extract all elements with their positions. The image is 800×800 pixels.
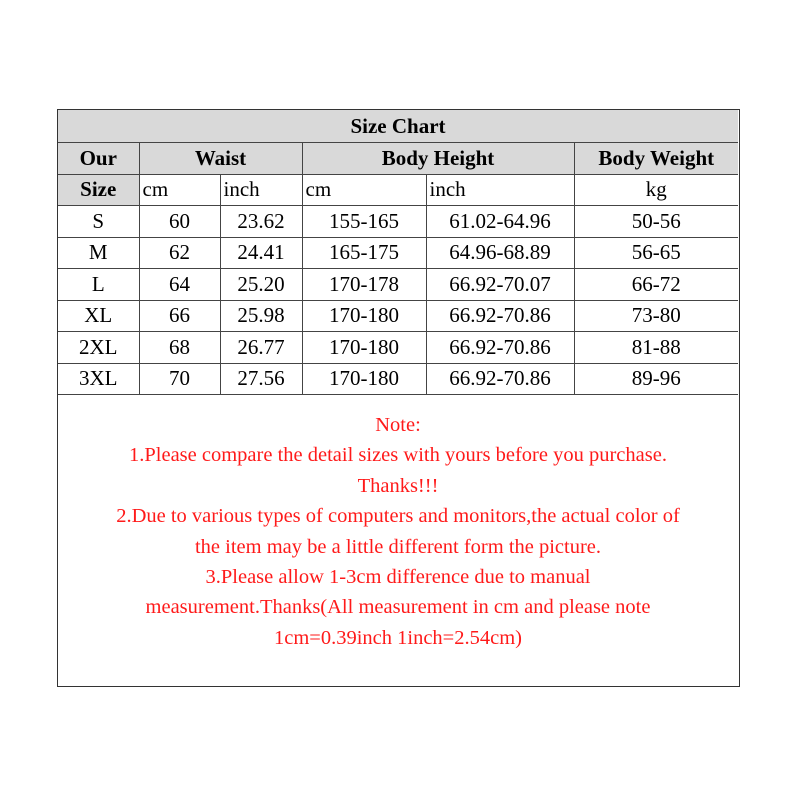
table-row [58,269,738,301]
cell-height-cm: 170-180 [302,332,426,364]
cell-waist-cm: 66 [139,300,220,332]
header-weight-kg: kg [574,174,738,206]
cell-height-inch: 66.92-70.86 [426,332,574,364]
table-title-row [58,110,738,143]
cell-weight-kg: 56-65 [574,237,738,269]
cell-size: 2XL [58,332,139,364]
note-heading: Note: [375,414,421,436]
cell-waist-inch: 27.56 [220,363,302,395]
cell-height-cm: 170-178 [302,269,426,301]
cell-waist-inch: 23.62 [220,206,302,238]
cell-waist-inch: 24.41 [220,237,302,269]
table-row [58,363,738,395]
cell-weight-kg: 89-96 [574,363,738,395]
note-line: 1.Please compare the detail sizes with yours before you purchase. [129,444,667,467]
cell-size: M [58,237,139,269]
header-row-2 [58,174,738,206]
note-line: 3.Please allow 1-3cm difference due to manual [205,566,591,589]
cell-size: XL [58,300,139,332]
note-line: the item may be a little different form the picture. [194,535,602,558]
cell-height-inch: 66.92-70.86 [426,363,574,395]
cell-waist-inch: 25.98 [220,300,302,332]
cell-waist-cm: 60 [139,206,220,238]
cell-waist-cm: 62 [139,237,220,269]
table-row [58,237,738,269]
cell-height-cm: 170-180 [302,300,426,332]
cell-height-inch: 66.92-70.07 [426,269,574,301]
header-body-height: Body Height [302,143,574,175]
note-line: 1cm=0.39inch 1inch=2.54cm) [273,626,522,649]
header-height-cm: cm [302,174,426,206]
table-row [58,300,738,332]
size-chart-table [58,110,738,395]
cell-size: 3XL [58,363,139,395]
table-title: Size Chart [58,110,738,143]
header-waist: Waist [139,143,302,175]
cell-height-inch: 64.96-68.89 [426,237,574,269]
cell-size: L [58,269,139,301]
cell-height-cm: 170-180 [302,363,426,395]
cell-weight-kg: 73-80 [574,300,738,332]
cell-weight-kg: 50-56 [574,206,738,238]
cell-weight-kg: 81-88 [574,332,738,364]
notes-block [58,410,738,653]
size-chart-frame [57,109,740,687]
cell-waist-inch: 25.20 [220,269,302,301]
table-row [58,332,738,364]
cell-size: S [58,206,139,238]
header-our: Our [58,143,139,175]
header-waist-inch: inch [220,174,302,206]
note-line: 2.Due to various types of computers and monitors,the actual color of [116,505,680,528]
cell-waist-cm: 68 [139,332,220,364]
note-line: Thanks!!! [357,474,439,497]
cell-weight-kg: 66-72 [574,269,738,301]
cell-height-cm: 155-165 [302,206,426,238]
table-row [58,206,738,238]
header-waist-cm: cm [139,174,220,206]
note-line: measurement.Thanks(All measurement in cm and please note [145,596,651,619]
header-size: Size [58,174,139,206]
cell-waist-inch: 26.77 [220,332,302,364]
header-height-inch: inch [426,174,574,206]
header-body-weight: Body Weight [574,143,738,175]
cell-waist-cm: 70 [139,363,220,395]
cell-height-inch: 61.02-64.96 [426,206,574,238]
cell-height-cm: 165-175 [302,237,426,269]
cell-height-inch: 66.92-70.86 [426,300,574,332]
cell-waist-cm: 64 [139,269,220,301]
header-row-1 [58,143,738,175]
